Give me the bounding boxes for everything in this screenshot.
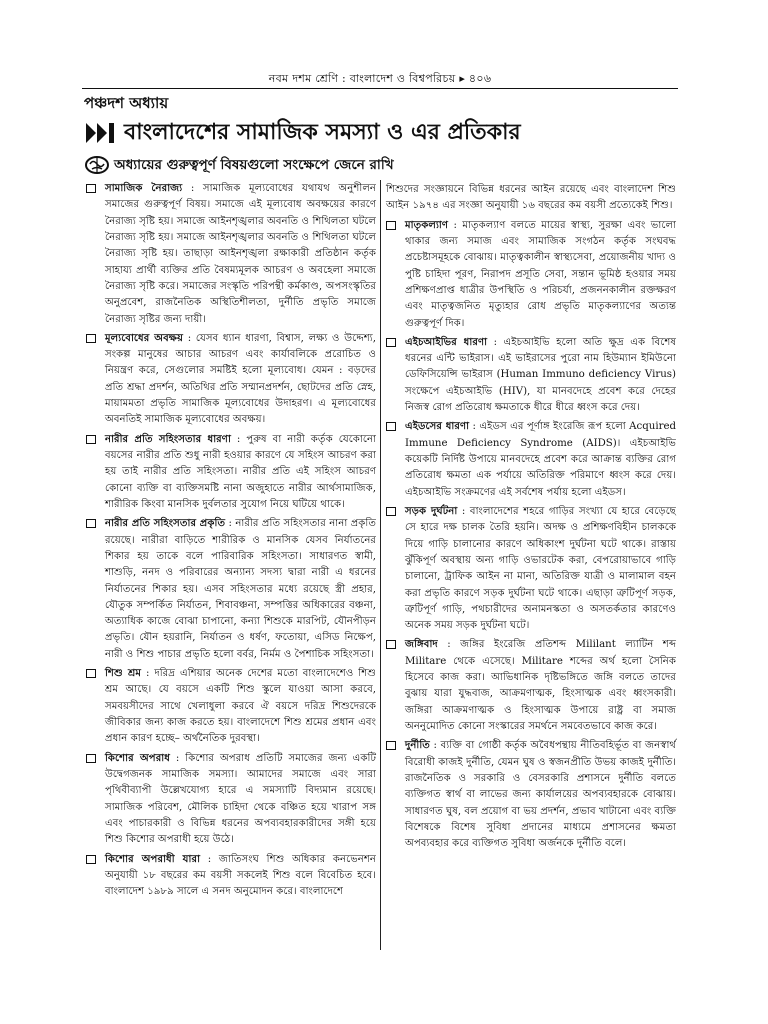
running-header: নবম দশম শ্রেণি : বাংলাদেশ ও বিশ্বপরিচয় ▸ ৪০৬ xyxy=(268,72,492,85)
entry-text: : মাতৃকল্যাণ বলতে মায়ের স্বাস্থ্য, সুরক্ষা এবং ভালো থাকার জন্য সমাজ এবং সামাজিক সংগঠন কর্তৃক সংঘবদ্ধ প্রচেষ্টাসমূহকে বোঝায়। মাতৃত্বকালীন স্বাস্থ্যসেবা, প্রয়োজনীয় খাদ্য ও পুষ্টি চাহিদা পূরণ, নিরাপদ প্রসূতি সেবা, সন্তান ভূমিষ্ঠ হওয়ার সময় প্রশিক্ষণপ্রাপ্ত ধাত্রীর উপস্থিতি ও পরিচর্যা, প্রজননকালীন রক্তক্ষরণ এবং মাতৃত্বজনিত মৃত্যুহার রোধ প্রভৃতি মাতৃকল্যাণের অত্যন্ত গুরুত্বপূর্ণ দিক। xyxy=(405,219,676,329)
entry-text: : নারীর প্রতি সহিংসতার নানা প্রকৃতি রয়েছে। নারীরা বাড়িতে শারীরিক ও মানসিক যেসব নির্যাতনের শিকার হয় তাকে বলে পারিবারিক সহিংসতা। সাধারণত স্বামী, শাশুড়ি, ননদ ও পরিবারের অন্যান্য সদস্য দ্বারা নারী এ ধরনের নির্যাতনের শিকার হয়। এসব সহিংসতার মধ্যে রয়েছে স্ত্রী প্রহার, যৌতুক সম্পর্কিত নির্যাতন, শিবাবঞ্চনা, সম্পত্তির অধিকারের বঞ্চনা, অত্যাধিক কাজে বোঝা চাপানো, কন্যা শিশুকে মারপিট, যৌনপীড়ন প্রভৃতি। যৌন হয়রানি, নির্যাতন ও ধর্ষণ, ফতোয়া, এসিড নিক্ষেপ, নারী ও শিশু পাচার প্রভৃতি হলো বর্বর, নির্মম ও পৈশাচিক সহিংসতা। xyxy=(105,518,376,660)
entry-term: এইচআইভির ধারণা xyxy=(405,335,488,348)
checkbox-square-icon xyxy=(386,640,396,649)
chapter-title: বাংলাদেশের সামাজিক সমস্যা ও এর প্রতিকার xyxy=(124,118,521,145)
column-divider xyxy=(380,180,381,950)
entry-term: নারীর প্রতি সহিংসতার ধারণা xyxy=(105,432,231,445)
list-item xyxy=(386,217,676,332)
checkbox-square-icon xyxy=(386,507,396,516)
checkbox-square-icon xyxy=(386,338,396,347)
entry-body xyxy=(405,636,676,735)
list-item xyxy=(86,665,376,748)
section-subtitle: অধ্যায়ের গুরুত্বপূর্ণ বিষয়গুলো সংক্ষেপে জেনে রাখি xyxy=(114,156,394,173)
list-item xyxy=(386,334,676,417)
entry-text: : জাতিসংঘ শিশু অধিকার কনভেনশন অনুযায়ী ১৮ বছরের কম বয়সী সকলেই শিশু বলে বিবেচিত হবে। বাংলাদেশ ১৯৮৯ সালে এ সনদ অনুমোদন করে। বাংলাদেশে xyxy=(105,853,376,898)
entry-text: : সামাজিক মূল্যবোধের যথাযথ অনুশীলন সমাজের গুরুত্বপূর্ণ বিষয়। সমাজে এই মূল্যবোধ অবক্ষয়ের কারণে নৈরাজ্য সৃষ্টি হয়। সমাজে আইনশৃঙ্খলার অবনতি ও শিথিলতা ঘটলে নৈরাজ্য সৃষ্টি হয়। সমাজে আইনশৃঙ্খলার অবনতি ও শিথিলতা ঘটলে নৈরাজ্য সৃষ্টি হয়। তাছাড়া আইনশৃঙ্খলা রক্ষাকারী প্রতিষ্ঠান কর্তৃক সাহায্য প্রার্থী ব্যক্তির প্রতি বৈষম্যমূলক আচরণ ও অবহেলা সমাজে নৈরাজ্য সৃষ্টি করে। সমাজের সংস্কৃতি পরিপন্থী কর্মকাণ্ড, অপসংস্কৃতির অনুপ্রবেশ, রাজনৈতিক অস্থিতিশীলতা, দুর্নীতি প্রভৃতি সমাজে নৈরাজ্য সৃষ্টির জন্য দায়ী। xyxy=(105,183,376,325)
entry-term: দুর্নীতি xyxy=(405,739,430,752)
entry-text: : এইডস এর পূর্ণাঙ্গ ইংরেজি রূপ হলো Acquired Immune Deficiency Syndrome (AIDS)। এইচআইভি কয়েকটি নির্দিষ্ট উপায়ে মানবদেহে প্রবেশ করে আক্রান্ত ব্যক্তির রোগ প্রতিরোধ ক্ষমতা এক পর্যায়ে অতিরিক্ত পরিমাণে ধ্বংস করে দেয়। এইচআইভি সংক্রমণের এই সর্বশেষ পর্যায় হলো এইডস। xyxy=(405,421,676,498)
left-column xyxy=(86,180,376,902)
entry-body xyxy=(405,217,676,332)
list-item xyxy=(86,750,376,849)
entry-term: মাতৃকল্যাণ xyxy=(405,218,449,231)
entry-body xyxy=(105,851,376,901)
continuation-text: শিশুদের সংজ্ঞায়নে বিভিন্ন ধরনের আইন রয়েছে এবং বাংলাদেশ শিশু আইন ১৯৭৪ এর সংজ্ঞা অনুযায়ী ১৬ বছরের কম বয়সী প্রত্যেকেই শিশু। xyxy=(386,184,676,212)
checkbox-square-icon xyxy=(86,435,96,444)
entry-term: কিশোর অপরাধ xyxy=(105,751,170,764)
entry-body xyxy=(405,418,676,501)
checkbox-square-icon xyxy=(86,184,96,193)
entry-term: শিশু শ্রম xyxy=(105,667,142,680)
entry-text: : জঙ্গির ইংরেজি প্রতিশব্দ Mililant ল্যাটিন শব্দ Militare থেকে এসেছে। Militare শব্দের অর্থ হলো সৈনিক হিসেবে কাজ করা। আভিধানিক দৃষ্টিভঙ্গিতে জঙ্গি বলতে তাদের বুঝায় যারা যুদ্ধবাজ, আক্রমণাত্মক, হিংসাত্মক এবং ধ্বংসকারী। জঙ্গিরা আক্রমণাত্মক ও হিংসাত্মক উপায়ে রাষ্ট্র বা সমাজ অননুমোদিত কোনো সংস্কারের সমর্থনে সমবেতভাবে কাজ করে। xyxy=(405,639,676,732)
list-item xyxy=(386,418,676,501)
entry-text: : দরিদ্র এশিয়ার অনেক দেশের মতো বাংলাদেশেও শিশু শ্রম আছে। যে বয়সে একটি শিশু স্কুলে যাওয়া আসা করবে, সমবয়সীদের সাথে খেলাধুলা করবে ঐ বয়সে দরিদ্র শিশুদেরকে জীবিকার জন্য কাজ করতে হয়। বাংলাদেশে শিশু শ্রমের প্রধান এবং প্রধান কারণ হচ্ছে– অর্থনৈতিক দুরবস্থা। xyxy=(105,668,377,745)
header-rule xyxy=(82,88,678,89)
title-row xyxy=(84,116,678,150)
subtitle-row xyxy=(84,154,394,176)
entry-text: : যেসব ধ্যান ধারণা, বিশ্বাস, লক্ষ্য ও উদ্দেশ্য, সংকল্প মানুষের আচার আচরণ এবং কার্যাবলিকে প্ররোচিত ও নিয়ন্ত্রণ করে, সেগুলোর সমষ্টিই হলো মূল্যবোধ। যেমন : বড়দের প্রতি শ্রদ্ধা প্রদর্শন, অতিথির প্রতি সম্মানপ্রদর্শন, ছোটদের প্রতি স্নেহ, মায়ামমতা প্রভৃতি সামাজিক মূল্যবোধের উদাহরণ। এ মূল্যবোধের অবনতিই সামাজিক মূল্যবোধের অবক্ষয়। xyxy=(105,332,377,426)
entry-body xyxy=(105,515,376,663)
entry-body xyxy=(405,334,676,417)
checkbox-square-icon xyxy=(86,669,96,678)
list-item xyxy=(386,503,676,635)
list-item xyxy=(86,515,376,663)
entry-term: সড়ক দুর্ঘটনা xyxy=(405,504,458,517)
entry-term: মূল্যবোধের অবক্ষয় xyxy=(105,331,184,344)
chapter-label: পঞ্চদশ অধ্যায় xyxy=(84,94,169,112)
entry-body xyxy=(105,750,376,849)
entry-body xyxy=(405,503,676,635)
list-item xyxy=(386,636,676,735)
checkbox-square-icon xyxy=(86,855,96,864)
list-item xyxy=(86,180,376,328)
entry-term: সামাজিক নৈরাজ্য xyxy=(105,182,183,194)
entry-text: : এইচআইভি হলো অতি ক্ষুদ্র এক বিশেষ ধরনের এন্টি ভাইরাস। এই ভাইরাসের পুরো নাম হিউম্যান ইমিউনো ডেফিসিয়েন্সি ভাইরাস (Human Immuno deficiency Virus) সংক্ষেপে এইচআইভি (HIV), যা মানবদেহে প্রবেশ করে দেহের নিজস্ব রোগ প্রতিরোধ ক্ষমতাকে ধীরে ধীরে ধ্বংস করে দেয়। xyxy=(405,336,676,414)
entry-body xyxy=(105,180,376,328)
checkbox-square-icon xyxy=(386,221,396,230)
entry-body xyxy=(105,431,376,514)
entry-term: কিশোর অপরাধী যারা xyxy=(105,852,201,865)
checkbox-square-icon xyxy=(86,754,96,763)
entry-term: জঙ্গিবাদ xyxy=(405,638,438,651)
checkbox-square-icon xyxy=(86,334,96,343)
right-column xyxy=(386,182,676,855)
entry-body xyxy=(405,737,676,852)
entry-body xyxy=(105,330,376,429)
checkbox-square-icon xyxy=(386,422,396,431)
entry-text: : ব্যক্তি বা গোষ্ঠী কর্তৃক অবৈধপন্থায় নীতিবহির্ভূত বা জনস্বার্থ বিরোধী কাজই দুর্নীতি, যেমন ঘুষ ও স্বজনপ্রীতি উভয় কাজই দুর্নীতি। রাজনৈতিক ও সরকারি ও বেসরকারি প্রশাসনে দুর্নীতি বলতে ব্যক্তিগত স্বার্থ বা লাভের জন্য কার্যালয়ের অপব্যবহারকে বোঝায়। সাধারণত ঘুষ, বল প্রয়োগ বা ভয় প্রদর্শন, প্রভাব খাটানো এবং ব্যক্তি বিশেষকে বিশেষ সুবিধা প্রদানের মাধ্যমে প্রশাসনের ক্ষমতা অপব্যবহার করে ব্যক্তিগত সুবিধা অর্জনকে দুর্নীতি বলে। xyxy=(405,740,676,850)
checkbox-square-icon xyxy=(386,741,396,750)
entry-term: নারীর প্রতি সহিংসতার প্রকৃতি xyxy=(105,517,226,530)
entry-text: : বাংলাদেশের শহরে গাড়ির সংখ্যা যে হারে বেড়েছে সে হারে দক্ষ চালক তৈরি হয়নি। অদক্ষ ও প্রশিক্ষণবিহীন চালককে দিয়ে গাড়ি চালানোর কারণে অধিকাংশ দুর্ঘটনা ঘটে থাকে। রাস্তায় ঝুঁকিপূর্ণ অবস্থায় অন্য গাড়ি ওভারটেক করা, বেপরোয়াভাবে গাড়ি চালানো, ট্রাফিক আইন না মানা, অতিরিক্ত যাত্রী ও মালামাল বহন করা প্রভৃতি কারণে সড়ক দুর্ঘটনা ঘটে থাকে। এছাড়া ত্রুটিপূর্ণ সড়ক, ত্রুটিপূর্ণ গাড়ি, পথচারীদের অনামনস্কতা ও অসতর্কতার কারণেও অনেক সময় সড়ক দুর্ঘটনা ঘটে। xyxy=(405,505,676,632)
entry-term: এইডসের ধারণা xyxy=(405,420,470,433)
checkbox-square-icon xyxy=(86,519,96,528)
list-item xyxy=(86,431,376,514)
list-item xyxy=(86,851,376,901)
list-item xyxy=(386,737,676,852)
brain-icon xyxy=(84,155,110,175)
list-item xyxy=(86,330,376,429)
entry-body xyxy=(105,665,376,748)
fast-forward-icon xyxy=(84,121,118,145)
entry-text: : পুরুষ বা নারী কর্তৃক যেকোনো বয়সের নারীর প্রতি শুধু নারী হওয়ার কারণে যে সহিংস আচরণ করা হয় তাই নারীর প্রতি সহিংসতা। নারীর প্রতি এই সহিংস আচরণ কোনো ব্যক্তি বা ব্যক্তিসমষ্টি নানা অজুহাতে নারীর আর্থসামাজিক, শারীরিক কিংবা মানসিক দুর্বলতার সুযোগ নিয়ে ঘটিয়ে থাকে। xyxy=(105,433,376,510)
entry-text: : কিশোর অপরাধ প্রতিটি সমাজের জন্য একটি উদ্বেগজনক সামাজিক সমস্যা। আমাদের সমাজে এবং সারা পৃথিবীব্যাপী উল্লেখযোগ্য হারে এ সমস্যাটি বিদ্যমান রয়েছে। সামাজিক পরিবেশ, মৌলিক চাহিদা থেকে বঞ্চিত হয়ে খারাপ সঙ্গ এবং পাচারকারী ও বিভিন্ন ধরনের অপব্যবহারকারীদের সঙ্গী হয়ে শিশু কিশোর অপরাধী হয়ে উঠে। xyxy=(105,752,376,846)
